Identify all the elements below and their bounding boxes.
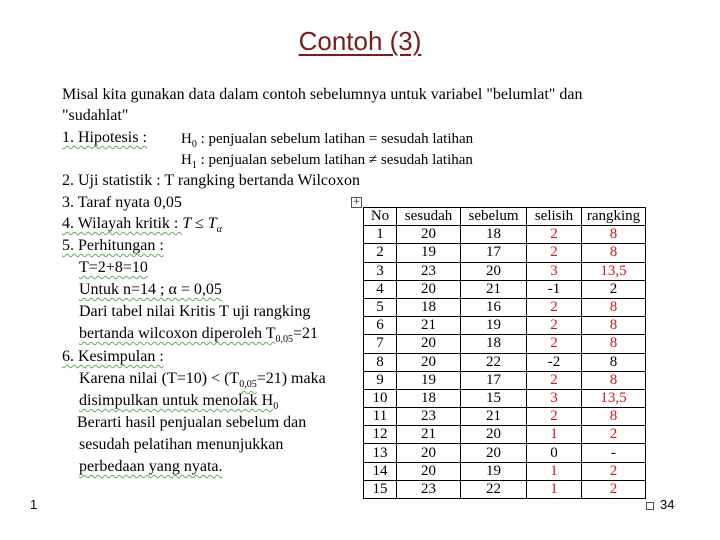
table-cell-rangking: 8 (582, 353, 646, 371)
table-cell-selisih: 2 (527, 298, 582, 316)
table-cell-no: 14 (364, 462, 397, 480)
table-cell-sesudah: 20 (397, 226, 461, 244)
table-cell-sebelum: 19 (461, 462, 527, 480)
dari-tabel-line-2: bertanda wilcoxon diperoleh $T_{0,05}=21$ (79, 325, 319, 346)
table-cell-sesudah: 19 (397, 371, 461, 389)
kesimpulan: 6. Kesimpulan : (62, 348, 164, 365)
table-cell-no: 12 (364, 426, 397, 444)
table-cell-rangking: 8 (582, 408, 646, 426)
table-cell-sebelum: 17 (461, 244, 527, 262)
table-cell-rangking: 2 (582, 462, 646, 480)
hipotesis-label: 1. Hipotesis : (62, 129, 147, 146)
table-cell-sesudah: 18 (397, 298, 461, 316)
table-cell-sesudah: 20 (397, 335, 461, 353)
table-cell-no: 4 (364, 280, 397, 298)
table-row (364, 244, 646, 262)
table-cell-sesudah: 23 (397, 408, 461, 426)
table-row (364, 389, 646, 407)
perhitungan: 5. Perhitungan : (62, 237, 164, 254)
hypothesis-h1: $H_1$ : penjualan sebelum latihan ≠ sesudah latihan (181, 152, 473, 171)
table-row (364, 371, 646, 389)
table-cell-selisih: 1 (527, 426, 582, 444)
table-cell-sebelum: 22 (461, 353, 527, 371)
header-sebelum: sebelum (461, 208, 527, 226)
table-cell-sesudah: 19 (397, 244, 461, 262)
slide-title: Contoh (3) (298, 26, 422, 56)
table-cell-sesudah: 21 (397, 426, 461, 444)
table-cell-rangking: 8 (582, 298, 646, 316)
table-cell-selisih: 3 (527, 262, 582, 280)
table-cell-selisih: 1 (527, 480, 582, 498)
table-cell-sebelum: 15 (461, 389, 527, 407)
table-cell-no: 2 (364, 244, 397, 262)
table-cell-selisih: 1 (527, 462, 582, 480)
table-cell-sebelum: 21 (461, 280, 527, 298)
table-cell-sebelum: 20 (461, 444, 527, 462)
table-cell-selisih: 2 (527, 371, 582, 389)
table-cell-selisih: 2 (527, 244, 582, 262)
table-row (364, 262, 646, 280)
table-cell-sesudah: 18 (397, 389, 461, 407)
disimpulkan: disimpulkan untuk menolak $H_0$ (79, 392, 279, 413)
page-number-right: 34 (646, 497, 674, 512)
header-no: No (364, 208, 397, 226)
table-cell-rangking: 8 (582, 317, 646, 335)
table-cell-rangking: 8 (582, 335, 646, 353)
wilayah-kritik: 4. Wilayah kritik : $T \le T_\alpha$ (62, 215, 222, 236)
table-cell-selisih: -1 (527, 280, 582, 298)
uji-statistik: 2. Uji statistik : T rangking bertanda Wilcoxon (62, 172, 360, 189)
table-cell-sebelum: 21 (461, 408, 527, 426)
table-cell-rangking: 8 (582, 371, 646, 389)
table-cell-no: 3 (364, 262, 397, 280)
table-cell-no: 8 (364, 353, 397, 371)
table-cell-selisih: 3 (527, 389, 582, 407)
berarti-line-1: Berarti hasil penjualan sebelum dan (77, 414, 307, 431)
table-cell-selisih: 0 (527, 444, 582, 462)
table-cell-rangking: 8 (582, 226, 646, 244)
table-row (364, 408, 646, 426)
intro-line-2: "sudahlat" (62, 107, 129, 124)
table-row (364, 317, 646, 335)
header-selisih: selisih (527, 208, 582, 226)
table-row (364, 426, 646, 444)
berarti-line-3: perbedaan yang nyata. (79, 458, 223, 475)
table-cell-sebelum: 18 (461, 226, 527, 244)
table-cell-no: 7 (364, 335, 397, 353)
table-cell-rangking: 8 (582, 244, 646, 262)
table-cell-sesudah: 20 (397, 280, 461, 298)
table-cell-rangking: 13,5 (582, 389, 646, 407)
table-cell-rangking: 13,5 (582, 262, 646, 280)
table-cell-sebelum: 17 (461, 371, 527, 389)
table-cell-sesudah: 20 (397, 444, 461, 462)
table-row (364, 353, 646, 371)
table-move-handle-icon[interactable]: + (352, 197, 361, 207)
table-cell-no: 6 (364, 317, 397, 335)
table-cell-sebelum: 19 (461, 317, 527, 335)
table-cell-no: 9 (364, 371, 397, 389)
intro-line-1: Misal kita gunakan data dalam contoh sebelumnya untuk variabel "belumlat" dan (62, 86, 583, 103)
table-cell-selisih: 2 (527, 317, 582, 335)
table-cell-rangking: - (582, 444, 646, 462)
table-row (364, 444, 646, 462)
table-cell-selisih: 2 (527, 408, 582, 426)
header-sesudah: sesudah (397, 208, 461, 226)
taraf-nyata: 3. Taraf nyata 0,05 (62, 194, 182, 211)
header-rangking: rangking (582, 208, 646, 226)
page-number-left: 1 (30, 497, 38, 512)
table-cell-selisih: 2 (527, 226, 582, 244)
table-cell-no: 5 (364, 298, 397, 316)
table-row (364, 280, 646, 298)
table-cell-selisih: -2 (527, 353, 582, 371)
table-row (364, 480, 646, 498)
table-header-row (364, 208, 646, 226)
table-cell-rangking: 2 (582, 426, 646, 444)
table-cell-sesudah: 20 (397, 462, 461, 480)
table-cell-no: 10 (364, 389, 397, 407)
table-row (364, 226, 646, 244)
table-cell-sesudah: 23 (397, 262, 461, 280)
table-cell-no: 11 (364, 408, 397, 426)
table-cell-rangking: 2 (582, 480, 646, 498)
table-row (364, 335, 646, 353)
table-row (364, 462, 646, 480)
table-cell-sebelum: 20 (461, 262, 527, 280)
karena-nilai: Karena nilai $(T=10) < (T_{0,05}=21)$ maka (79, 370, 326, 391)
table-cell-sesudah: 21 (397, 317, 461, 335)
wilcoxon-table (363, 207, 646, 499)
table-cell-no: 1 (364, 226, 397, 244)
hypothesis-h0: $H_0$ : penjualan sebelum latihan = sesudah latihan (181, 131, 474, 150)
berarti-line-2: sesudah pelatihan menunjukkan (79, 436, 284, 453)
slide-marker-icon (646, 502, 654, 510)
table-cell-no: 13 (364, 444, 397, 462)
table-cell-sebelum: 16 (461, 298, 527, 316)
table-cell-selisih: 2 (527, 335, 582, 353)
t-calculation: T=2+8=10 (79, 259, 148, 276)
table-cell-sebelum: 20 (461, 426, 527, 444)
table-cell-sebelum: 18 (461, 335, 527, 353)
table-cell-sesudah: 23 (397, 480, 461, 498)
table-cell-sebelum: 22 (461, 480, 527, 498)
dari-tabel-line-1: Dari tabel nilai Kritis T uji rangking (79, 303, 311, 320)
table-cell-no: 15 (364, 480, 397, 498)
table-row (364, 298, 646, 316)
table-cell-rangking: 2 (582, 280, 646, 298)
table-cell-sesudah: 20 (397, 353, 461, 371)
n-alpha: Untuk n=14 ; α = 0,05 (79, 281, 222, 298)
